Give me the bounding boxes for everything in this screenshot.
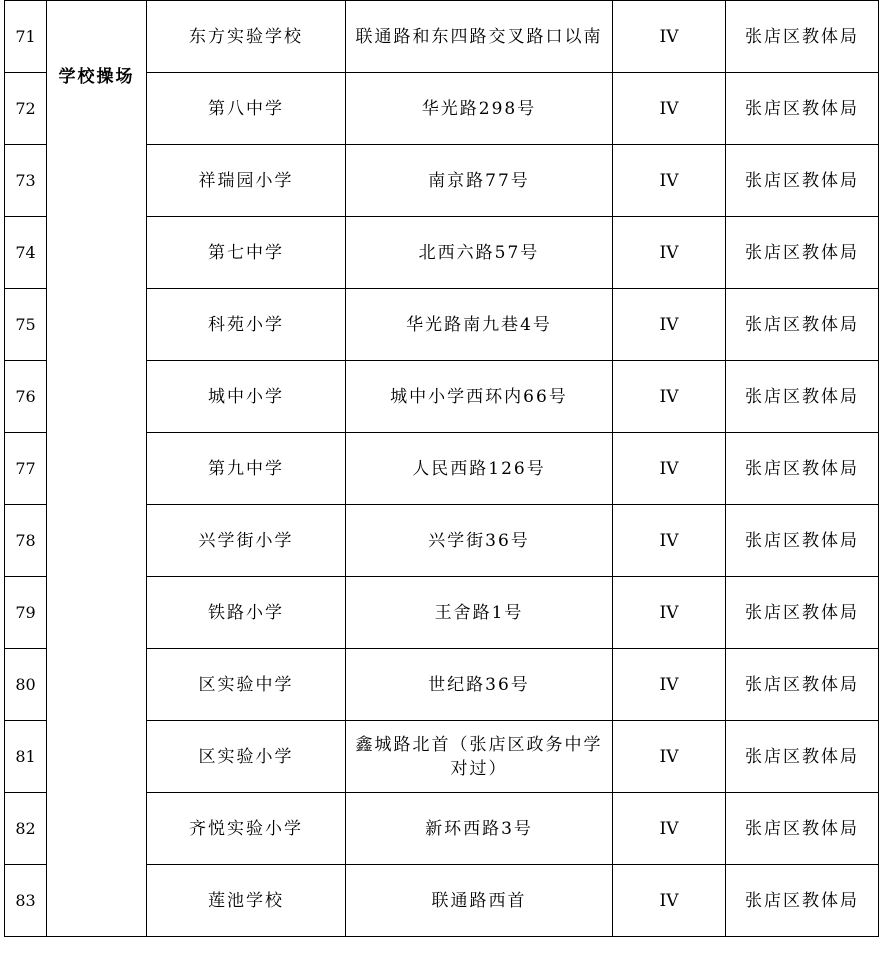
department-cell: 张店区教体局 <box>726 433 879 505</box>
shelter-name-cell: 第八中学 <box>147 73 346 145</box>
address-cell: 联通路和东四路交叉路口以南 <box>346 1 613 73</box>
address-cell: 世纪路36号 <box>346 649 613 721</box>
grade-cell: IV <box>613 433 726 505</box>
grade-cell: IV <box>613 289 726 361</box>
grade-cell: IV <box>613 1 726 73</box>
department-cell: 张店区教体局 <box>726 361 879 433</box>
address-cell: 北西六路57号 <box>346 217 613 289</box>
grade-cell: IV <box>613 865 726 937</box>
shelter-name-cell: 科苑小学 <box>147 289 346 361</box>
department-cell: 张店区教体局 <box>726 649 879 721</box>
row-number-cell: 82 <box>5 793 47 865</box>
document-page <box>4 0 879 937</box>
row-number-cell: 83 <box>5 865 47 937</box>
shelter-name-cell: 兴学街小学 <box>147 505 346 577</box>
table-row <box>5 1 879 73</box>
shelter-table <box>4 0 879 937</box>
grade-cell: IV <box>613 73 726 145</box>
department-cell: 张店区教体局 <box>726 1 879 73</box>
shelter-name-cell: 区实验小学 <box>147 721 346 793</box>
address-cell: 城中小学西环内66号 <box>346 361 613 433</box>
row-number-cell: 75 <box>5 289 47 361</box>
row-number-cell: 74 <box>5 217 47 289</box>
department-cell: 张店区教体局 <box>726 577 879 649</box>
row-number-cell: 73 <box>5 145 47 217</box>
row-number-cell: 79 <box>5 577 47 649</box>
shelter-name-cell: 祥瑞园小学 <box>147 145 346 217</box>
department-cell: 张店区教体局 <box>726 73 879 145</box>
grade-cell: IV <box>613 361 726 433</box>
shelter-name-cell: 第七中学 <box>147 217 346 289</box>
address-cell: 人民西路126号 <box>346 433 613 505</box>
department-cell: 张店区教体局 <box>726 865 879 937</box>
row-number-cell: 78 <box>5 505 47 577</box>
category-cell: 学校操场 <box>47 1 147 937</box>
shelter-name-cell: 铁路小学 <box>147 577 346 649</box>
shelter-name-cell: 第九中学 <box>147 433 346 505</box>
address-cell: 联通路西首 <box>346 865 613 937</box>
address-cell: 华光路南九巷4号 <box>346 289 613 361</box>
address-cell: 新环西路3号 <box>346 793 613 865</box>
shelter-name-cell: 齐悦实验小学 <box>147 793 346 865</box>
grade-cell: IV <box>613 793 726 865</box>
department-cell: 张店区教体局 <box>726 721 879 793</box>
department-cell: 张店区教体局 <box>726 145 879 217</box>
address-cell: 华光路298号 <box>346 73 613 145</box>
department-cell: 张店区教体局 <box>726 505 879 577</box>
row-number-cell: 71 <box>5 1 47 73</box>
department-cell: 张店区教体局 <box>726 217 879 289</box>
address-cell: 兴学街36号 <box>346 505 613 577</box>
grade-cell: IV <box>613 721 726 793</box>
grade-cell: IV <box>613 145 726 217</box>
row-number-cell: 80 <box>5 649 47 721</box>
address-cell: 南京路77号 <box>346 145 613 217</box>
row-number-cell: 76 <box>5 361 47 433</box>
address-cell: 王舍路1号 <box>346 577 613 649</box>
row-number-cell: 77 <box>5 433 47 505</box>
grade-cell: IV <box>613 217 726 289</box>
shelter-name-cell: 东方实验学校 <box>147 1 346 73</box>
department-cell: 张店区教体局 <box>726 289 879 361</box>
department-cell: 张店区教体局 <box>726 793 879 865</box>
grade-cell: IV <box>613 577 726 649</box>
shelter-name-cell: 区实验中学 <box>147 649 346 721</box>
grade-cell: IV <box>613 649 726 721</box>
table-body <box>5 1 879 937</box>
shelter-name-cell: 城中小学 <box>147 361 346 433</box>
row-number-cell: 81 <box>5 721 47 793</box>
grade-cell: IV <box>613 505 726 577</box>
shelter-name-cell: 莲池学校 <box>147 865 346 937</box>
address-cell: 鑫城路北首（张店区政务中学对过） <box>346 721 613 793</box>
row-number-cell: 72 <box>5 73 47 145</box>
